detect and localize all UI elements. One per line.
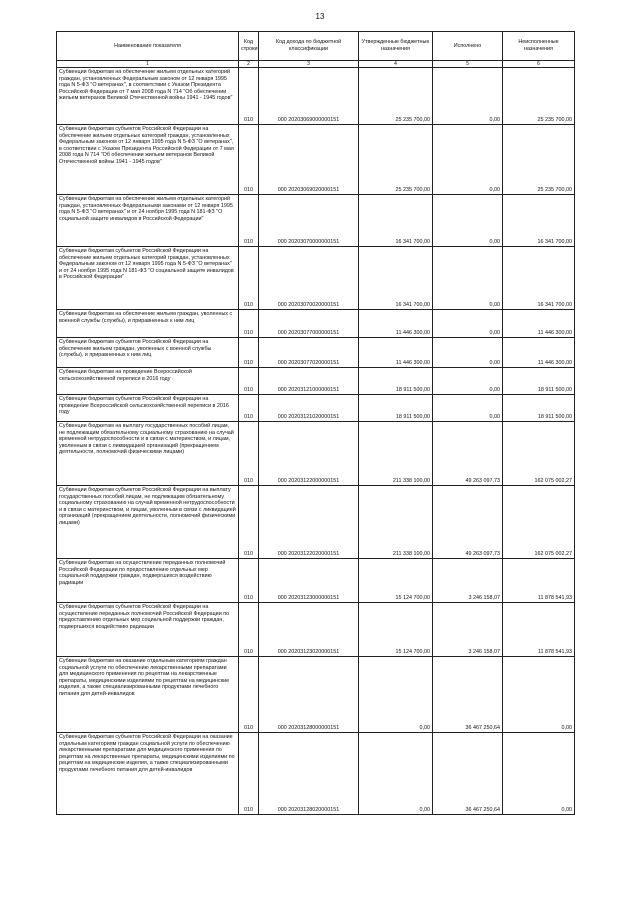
row-code-cell: 010 xyxy=(239,368,259,395)
row-name-cell: Субвенции бюджетам субъектов Российской Федерации на оказание отдельным категориям граждан социальной услуги по обеспечению лекарственными препаратами для медицинского применения по рецептам на лекарственные препараты, медицинскими изделиями по рецептам на медицинские изделия, а также специализированными продуктами лечебного питания для детей-инвалидов xyxy=(57,733,239,815)
row-name-cell: Субвенции бюджетам субъектов Российской Федерации на выплату государственных пособий лицам, не подлежащим обязательному социальному страхованию на случай временной нетрудоспособности и в связи с материнством, и лицам, уволенным в связи с ликвидацией организаций (прекращением деятельности, полномочий физическими лицами) xyxy=(57,486,239,559)
column-header-kbk: Код дохода по бюджетной классификации xyxy=(259,32,359,61)
row-unexecuted-cell: 11 446 300,00 xyxy=(503,310,575,338)
row-code-cell: 010 xyxy=(239,125,259,195)
row-code-cell: 010 xyxy=(239,486,259,559)
table-row xyxy=(57,68,575,125)
row-executed-cell: 3 246 158,07 xyxy=(433,559,503,603)
row-kbk-cell: 000 20203123000000151 xyxy=(259,559,359,603)
column-number: 1 xyxy=(57,61,239,68)
column-number: 2 xyxy=(239,61,259,68)
row-executed-cell: 0,00 xyxy=(433,68,503,125)
table-row xyxy=(57,486,575,559)
row-executed-cell: 3 246 158,07 xyxy=(433,603,503,657)
row-name-cell: Субвенции бюджетам на проведение Всероссийской сельскохозяйственной переписи в 2016 году xyxy=(57,368,239,395)
row-executed-cell: 0,00 xyxy=(433,247,503,310)
row-approved-cell: 15 124 700,00 xyxy=(359,603,433,657)
row-kbk-cell: 000 20203128000000151 xyxy=(259,657,359,733)
row-name-cell: Субвенции бюджетам на осуществление переданных полномочий Российской Федерации по предоставлению отдельных мер социальной поддержки граждан, подвергшихся воздействию радиации xyxy=(57,559,239,603)
row-executed-cell: 0,00 xyxy=(433,395,503,422)
column-header-executed: Исполнено xyxy=(433,32,503,61)
row-approved-cell: 11 446 300,00 xyxy=(359,310,433,338)
row-code-cell: 010 xyxy=(239,247,259,310)
column-number: 5 xyxy=(433,61,503,68)
row-kbk-cell: 000 20203070020000151 xyxy=(259,247,359,310)
row-code-cell: 010 xyxy=(239,310,259,338)
row-executed-cell: 49 263 097,73 xyxy=(433,486,503,559)
row-approved-cell: 16 341 700,00 xyxy=(359,195,433,247)
column-header-approved: Утвержденные бюджетные назначения xyxy=(359,32,433,61)
row-approved-cell: 0,00 xyxy=(359,733,433,815)
table-row xyxy=(57,368,575,395)
row-name-cell: Субвенции бюджетам на оказание отдельным категориям граждан социальной услуги по обеспечению лекарственными препаратами для медицинского применения по рецептам на лекарственные препараты, медицинскими изделиями по рецептам на медицинские изделия, а также специализированными продуктами лечебного питания для детей-инвалидов xyxy=(57,657,239,733)
row-name-cell: Субвенции бюджетам субъектов Российской Федерации на обеспечение жильем отдельных категорий граждан, установленных Федеральным законом от 12 января 1995 года N 5-ФЗ "О ветеранах", в соответствии с Указом Президента Российской Федерации от 7 мая 2008 года N 714 "Об обеспечении жильем ветеранов Великой Отечественной войны 1941 - 1945 годов" xyxy=(57,125,239,195)
row-unexecuted-cell: 11 446 300,00 xyxy=(503,338,575,368)
row-name-cell: Субвенции бюджетам субъектов Российской Федерации на осуществление переданных полномочий Российской Федерации по предоставлению отдельных мер социальной поддержки граждан, подвергшихся воздействию радиации xyxy=(57,603,239,657)
row-name-cell: Субвенции бюджетам на выплату государственных пособий лицам, не подлежащим обязательному социальному страхованию на случай временной нетрудоспособности и в связи с материнством, и лицам, уволенным в связи с ликвидацией организаций (прекращением деятельности, полномочий физическими лицами) xyxy=(57,422,239,486)
row-executed-cell: 0,00 xyxy=(433,338,503,368)
row-approved-cell: 18 911 500,00 xyxy=(359,368,433,395)
table-row xyxy=(57,603,575,657)
row-approved-cell: 18 911 500,00 xyxy=(359,395,433,422)
row-code-cell: 010 xyxy=(239,338,259,368)
row-executed-cell: 0,00 xyxy=(433,310,503,338)
row-unexecuted-cell: 11 878 541,93 xyxy=(503,559,575,603)
column-number: 3 xyxy=(259,61,359,68)
row-executed-cell: 0,00 xyxy=(433,125,503,195)
row-code-cell: 010 xyxy=(239,657,259,733)
row-approved-cell: 0,00 xyxy=(359,657,433,733)
table-row xyxy=(57,195,575,247)
row-kbk-cell: 000 20203069000000151 xyxy=(259,68,359,125)
row-kbk-cell: 000 20203128020000151 xyxy=(259,733,359,815)
row-name-cell: Субвенции бюджетам субъектов Российской Федерации на обеспечение жильем отдельных категорий граждан, установленных Федеральным законом от 12 января 1995 года N 5-ФЗ "О ветеранах" и от 24 ноября 1995 года N 181-ФЗ "О социальной защите инвалидов в Российской Федерации" xyxy=(57,247,239,310)
row-kbk-cell: 000 20203123020000151 xyxy=(259,603,359,657)
row-unexecuted-cell: 16 341 700,00 xyxy=(503,195,575,247)
column-header-unexecuted: Неисполненные назначения xyxy=(503,32,575,61)
column-number-row xyxy=(57,61,575,68)
row-unexecuted-cell: 162 075 002,27 xyxy=(503,486,575,559)
table-row xyxy=(57,125,575,195)
table-row xyxy=(57,422,575,486)
page-number: 13 xyxy=(315,12,325,21)
row-unexecuted-cell: 11 878 541,93 xyxy=(503,603,575,657)
row-name-cell: Субвенции бюджетам субъектов Российской Федерации на проведение Всероссийской сельскохозяйственной переписи в 2016 году xyxy=(57,395,239,422)
row-code-cell: 010 xyxy=(239,195,259,247)
row-name-cell: Субвенции бюджетам на обеспечение жильем отдельных категорий граждан, установленных Федеральным законом от 12 января 1995 года N 5-ФЗ "О ветеранах", в соответствии с Указом Президента Российской Федерации от 7 мая 2008 года N 714 "Об обеспечении жильем ветеранов Великой Отечественной войны 1941 - 1945 годов" xyxy=(57,68,239,125)
row-approved-cell: 25 235 700,00 xyxy=(359,68,433,125)
table-header-row xyxy=(57,32,575,61)
row-approved-cell: 211 338 100,00 xyxy=(359,422,433,486)
row-kbk-cell: 000 20203122000000151 xyxy=(259,422,359,486)
row-approved-cell: 15 124 700,00 xyxy=(359,559,433,603)
row-executed-cell: 36 467 250,64 xyxy=(433,733,503,815)
row-unexecuted-cell: 162 075 002,27 xyxy=(503,422,575,486)
column-header-name: Наименование показателя xyxy=(57,32,239,61)
column-number: 6 xyxy=(503,61,575,68)
table-row xyxy=(57,657,575,733)
row-executed-cell: 36 467 250,64 xyxy=(433,657,503,733)
table-row xyxy=(57,559,575,603)
table-row xyxy=(57,733,575,815)
row-code-cell: 010 xyxy=(239,395,259,422)
row-kbk-cell: 000 20203077000000151 xyxy=(259,310,359,338)
row-executed-cell: 0,00 xyxy=(433,368,503,395)
row-executed-cell: 49 263 097,73 xyxy=(433,422,503,486)
row-code-cell: 010 xyxy=(239,733,259,815)
row-kbk-cell: 000 20203121000000151 xyxy=(259,368,359,395)
row-approved-cell: 16 341 700,00 xyxy=(359,247,433,310)
row-unexecuted-cell: 16 341 700,00 xyxy=(503,247,575,310)
row-name-cell: Субвенции бюджетам субъектов Российской Федерации на обеспечение жильем граждан, уволенных с военной службы (службы), и приравненных к ним лиц xyxy=(57,338,239,368)
table-row xyxy=(57,395,575,422)
row-kbk-cell: 000 20203070000000151 xyxy=(259,195,359,247)
table-row xyxy=(57,247,575,310)
row-kbk-cell: 000 20203069020000151 xyxy=(259,125,359,195)
row-unexecuted-cell: 18 911 500,00 xyxy=(503,395,575,422)
row-approved-cell: 211 338 100,00 xyxy=(359,486,433,559)
row-name-cell: Субвенции бюджетам на обеспечение жильем граждан, уволенных с военной службы (службы), и приравненных к ним лиц xyxy=(57,310,239,338)
row-code-cell: 010 xyxy=(239,68,259,125)
row-unexecuted-cell: 25 235 700,00 xyxy=(503,68,575,125)
row-executed-cell: 0,00 xyxy=(433,195,503,247)
column-header-code: Код строки xyxy=(239,32,259,61)
row-approved-cell: 11 446 300,00 xyxy=(359,338,433,368)
row-code-cell: 010 xyxy=(239,603,259,657)
row-kbk-cell: 000 20203121020000151 xyxy=(259,395,359,422)
row-kbk-cell: 000 20203077020000151 xyxy=(259,338,359,368)
table-row xyxy=(57,310,575,338)
column-number: 4 xyxy=(359,61,433,68)
row-code-cell: 010 xyxy=(239,559,259,603)
budget-execution-table xyxy=(56,31,575,815)
row-code-cell: 010 xyxy=(239,422,259,486)
row-unexecuted-cell: 25 235 700,00 xyxy=(503,125,575,195)
row-kbk-cell: 000 20203122020000151 xyxy=(259,486,359,559)
row-approved-cell: 25 235 700,00 xyxy=(359,125,433,195)
row-unexecuted-cell: 0,00 xyxy=(503,733,575,815)
row-name-cell: Субвенции бюджетам на обеспечение жильем отдельных категорий граждан, установленных Федеральными законами от 12 января 1995 года N 5-ФЗ "О ветеранах" и от 24 ноября 1995 года N 181-ФЗ "О социальной защите инвалидов в Российской Федерации" xyxy=(57,195,239,247)
row-unexecuted-cell: 0,00 xyxy=(503,657,575,733)
row-unexecuted-cell: 18 911 500,00 xyxy=(503,368,575,395)
table-row xyxy=(57,338,575,368)
